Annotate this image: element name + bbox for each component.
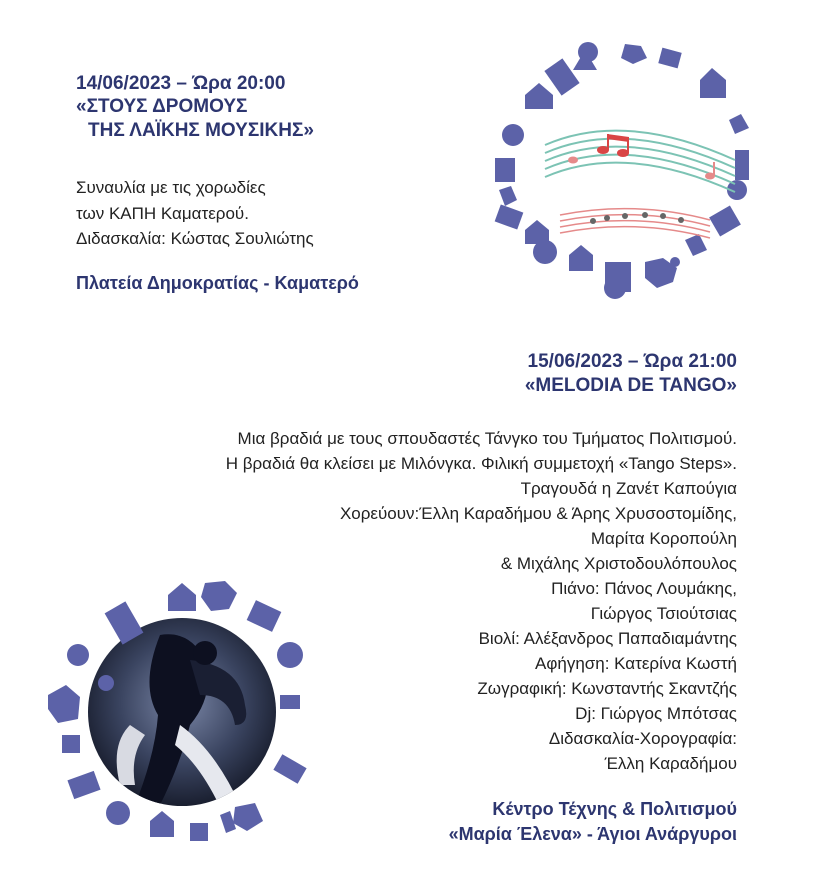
people-icon — [685, 234, 707, 256]
event1-date-time: 14/06/2023 – Ώρα 20:00 — [76, 73, 286, 94]
event1-venue: Πλατεία Δημοκρατίας - Καματερό — [76, 273, 359, 293]
building-icon — [495, 158, 515, 182]
people-icon — [220, 811, 236, 833]
people-icon — [670, 257, 680, 267]
tree-icon — [499, 186, 517, 206]
map-icon — [621, 44, 647, 64]
event2-desc-line: Μια βραδιά με τους σπουδαστές Τάνγκο του Τμήματος Πολιτισμού. — [237, 429, 737, 448]
building-icon — [280, 695, 300, 709]
event1-description — [76, 175, 314, 252]
building-icon — [709, 205, 741, 236]
house-icon — [525, 83, 553, 109]
building-icon — [62, 735, 80, 753]
event2-venue-line2: «Μαρία Έλενα» - Άγιοι Ανάργυροι — [448, 824, 737, 844]
event2-desc-line: Τραγουδά η Ζανέτ Καπούγια — [520, 479, 737, 498]
music-staff-red — [560, 209, 710, 238]
tree-icon — [277, 642, 303, 668]
tree-icon — [604, 277, 626, 299]
building-icon — [67, 771, 100, 799]
building-icon — [544, 58, 579, 95]
building-icon — [247, 600, 282, 632]
building-icon — [190, 823, 208, 841]
event2-desc-line: Ζωγραφική: Κωνσταντής Σκαντζής — [477, 679, 737, 698]
event1-desc-line: των ΚΑΠΗ Καματερού. — [76, 203, 249, 223]
building-icon — [735, 150, 749, 180]
event2-desc-line: & Μιχάλης Χριστοδουλόπουλος — [500, 554, 737, 573]
event2-desc-line: Βιολί: Αλέξανδρος Παπαδιαμάντης — [478, 629, 737, 648]
event1-title-line1: «ΣΤΟΥΣ ΔΡΟΜΟΥΣ — [76, 96, 248, 117]
tree-icon — [729, 114, 749, 134]
house-icon — [168, 583, 196, 611]
tree-icon — [578, 42, 598, 62]
music-note-icon — [597, 134, 629, 157]
event2-desc-line: Έλλη Καραδήμου — [604, 754, 737, 773]
event2-desc-line: Γιώργος Τσιούτσιας — [590, 604, 737, 623]
music-wreath-illustration — [485, 40, 765, 305]
house-icon — [150, 811, 174, 837]
event1-desc-line: Συναυλία με τις χορωδίες — [76, 178, 266, 197]
event2-desc-line: Μαρίτα Κοροπούλη — [590, 529, 737, 548]
house-icon — [700, 68, 726, 98]
event2-desc-line: Η βραδιά θα κλείσει με Μιλόνγκα. Φιλική συμμετοχή «Tango Steps». — [225, 454, 737, 473]
event2-desc-line: Dj: Γιώργος Μπότσας — [575, 704, 737, 723]
house-icon — [569, 245, 593, 271]
event2-desc-line: Διδασκαλία-Χορογραφία: — [548, 729, 737, 748]
event2-desc-line: Αφήγηση: Κατερίνα Κωστή — [535, 654, 737, 673]
event1-desc-line: Διδασκαλία: Κώστας Σουλιώτης — [76, 229, 314, 248]
building-icon — [658, 48, 681, 69]
map-icon — [233, 803, 263, 831]
event2-date-time: 15/06/2023 – Ώρα 21:00 — [527, 351, 737, 372]
map-icon — [48, 685, 80, 723]
tango-wreath-illustration — [40, 575, 320, 850]
tree-icon — [533, 240, 557, 264]
building-icon — [273, 754, 306, 784]
event2-desc-line: Πιάνο: Πάνος Λουμάκης, — [551, 579, 737, 598]
event2-title: «MELODIA DE TANGO» — [524, 375, 737, 396]
event2-desc-line: Χορεύουν:Έλλη Καραδήμου & Άρης Χρυσοστομίδης, — [339, 504, 737, 523]
tree-icon — [67, 644, 89, 666]
event2-venue-line1: Κέντρο Τέχνης & Πολιτισμού — [492, 799, 737, 819]
bush-icon — [502, 124, 524, 146]
event1-title-line2: ΤΗΣ ΛΑΪΚΗΣ ΜΟΥΣΙΚΗΣ» — [88, 120, 314, 141]
map-icon — [201, 581, 237, 611]
tree-icon — [106, 801, 130, 825]
bush-icon — [98, 675, 114, 691]
building-icon — [495, 204, 524, 229]
